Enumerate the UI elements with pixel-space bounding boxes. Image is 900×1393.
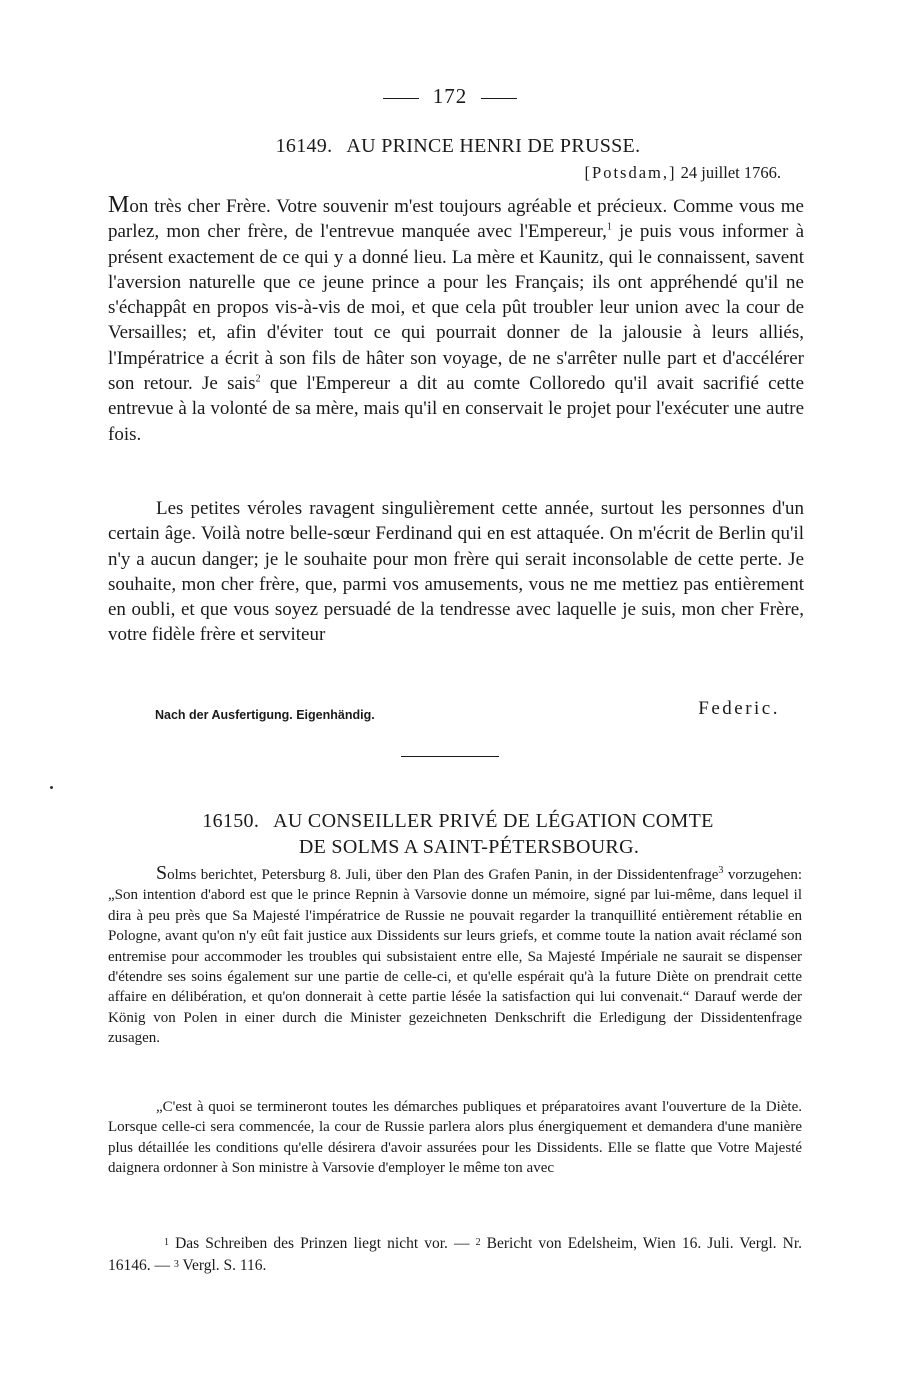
footnote-ref-3: 3 (718, 865, 724, 876)
letter1-number: 16149. (275, 135, 333, 157)
footnote-2-text: Bericht von Edelsheim, Wien 16. Juli. Vergl. Nr. 16146. — (108, 1235, 802, 1274)
footnote-2-mark: 2 (475, 1237, 481, 1248)
footnote-3-mark: 3 (173, 1259, 179, 1270)
footnote-1-mark: 1 (164, 1237, 169, 1248)
letter1-dateline (585, 163, 781, 183)
letter1-signature: Federic. (698, 698, 780, 719)
letter1-para1-text-c: que l'Empereur a dit au comte Colloredo qu'il avait sacrifié cette entrevue à la volonté de sa mère, mais qu'il en conservait le projet pour l'exécuter une autre fois. (108, 373, 804, 445)
footnote-ref-2: 2 (255, 373, 261, 385)
letter2-para1-text-a: olms berichtet, Petersburg 8. Juli, über den Plan des Grafen Panin, in der Dissidentenfrage (167, 867, 719, 883)
letter1-title: AU PRINCE HENRI DE PRUSSE. (346, 135, 641, 157)
letter2-paragraph-1 (108, 863, 802, 1049)
stray-mark (50, 786, 53, 789)
letter2-para1-text-b: vorzugehen: „Son intention d'abord est que le prince Repnin à Varsovie donne un mémoire, signé par lui-même, dans lequel il dira à peu près que Sa Majesté l'impératrice de Russie ne pouvait regarder la tranquillité entièrement rétablie en Pologne, avant qu'on n'y eût fait justice aux Dissidents sur leurs griefs, et comme toute la nation avait réclamé son entremise pour accommoder les troubles qui subsistaient entre elle, Sa Majesté Impériale ne saurait se dispenser d'étendre ses soins également sur une partie de celle-ci, et qu'elle espérait qu'à la future Diète on prendrait cette affaire en délibération, et qu'on donnerait à cette partie lésée la satisfaction qui lui convenait.“ Darauf werde der König von Polen in einer durch die Minister gezeichneten Denkschrift die Erledigung der Dissidentenfrage zusagen. (108, 867, 802, 1047)
footnotes (108, 1232, 802, 1276)
letter2-number: 16150. (202, 810, 260, 832)
footnote-1-text: Das Schreiben des Prinzen liegt nicht vor. — (169, 1235, 476, 1252)
page-number-dash-right (481, 98, 517, 99)
letter2-heading (108, 808, 808, 860)
footnote-ref-1: 1 (606, 221, 612, 233)
letter2-drop-cap: S (156, 862, 168, 884)
page-number-dash-left (383, 98, 419, 99)
section-divider (401, 756, 499, 757)
letter1-drop-cap: M (108, 192, 130, 218)
letter1-paragraph-1 (108, 193, 804, 447)
page-number (0, 84, 900, 109)
letter1-date: 24 juillet 1766. (680, 163, 781, 182)
letter2-heading-line1 (108, 808, 808, 834)
letter2-paragraph-2: „C'est à quoi se termineront toutes les démarches publiques et préparatoires avant l'ouverture de la Diète. Lorsque celle-ci sera commencée, la cour de Russie parlera alors plus énergiquement et demandera d'une manière plus détaillée les conditions qu'elle désirera d'avoir assurées pour les Dissidents. Elle se flatte que Votre Majesté daignera ordonner à Son ministre à Varsovie d'employer le même ton avec (108, 1099, 802, 1177)
letter1-paragraph-2: Les petites véroles ravagent singulièrement cette année, surtout les personnes d'un certain âge. Voilà notre belle-sœur Ferdinand qui en est attaquée. On m'écrit de Berlin qu'il n'y a aucun danger; je le souhaite pour mon frère qui serait inconsolable de cette perte. Je souhaite, mon cher frère, que, parmi vos amusements, vous ne me mettiez pas entièrement en oubli, et que vous soyez persuadé de la tendresse avec laquelle je suis, mon cher Frère, votre fidèle frère et serviteur (108, 498, 804, 646)
letter2-title-line2: DE SOLMS A SAINT-PÉTERSBOURG. (298, 836, 640, 858)
letter1-heading (108, 133, 808, 159)
letter2-title-line1: AU CONSEILLER PRIVÉ DE LÉGATION COMTE (273, 810, 714, 832)
letter1-date-place: [Potsdam,] (584, 163, 677, 182)
letter1-source-note: Nach der Ausfertigung. Eigenhändig. (155, 708, 375, 722)
letter1-para1-text-a: on très cher Frère. Votre souvenir m'est toujours agréable et précieux. Comme vous me parlez, mon cher frère, de l'entrevue manquée avec l'Empereur, (108, 196, 804, 243)
page-number-text: 172 (432, 84, 468, 108)
footnote-3-text: Vergl. S. 116. (178, 1257, 267, 1274)
letter1-para1-text-b: je puis vous informer à présent exactement de ce qui y a donné lieu. La mère et Kaunitz, qui le connaissent, savent l'aversion naturelle que ce jeune prince a pour les Français; ils ont appréhendé qu'il ne s'échappât en propos vis-à-vis de moi, et que cela pût troubler leur union avec la cour de Versailles; et, afin d'éviter tout ce qui pourrait donner de la jalousie à leurs alliés, l'Impératrice a écrit à son fils de hâter son voyage, de ne s'arrêter nulle part et d'accélérer son retour. Je sais (108, 221, 804, 395)
